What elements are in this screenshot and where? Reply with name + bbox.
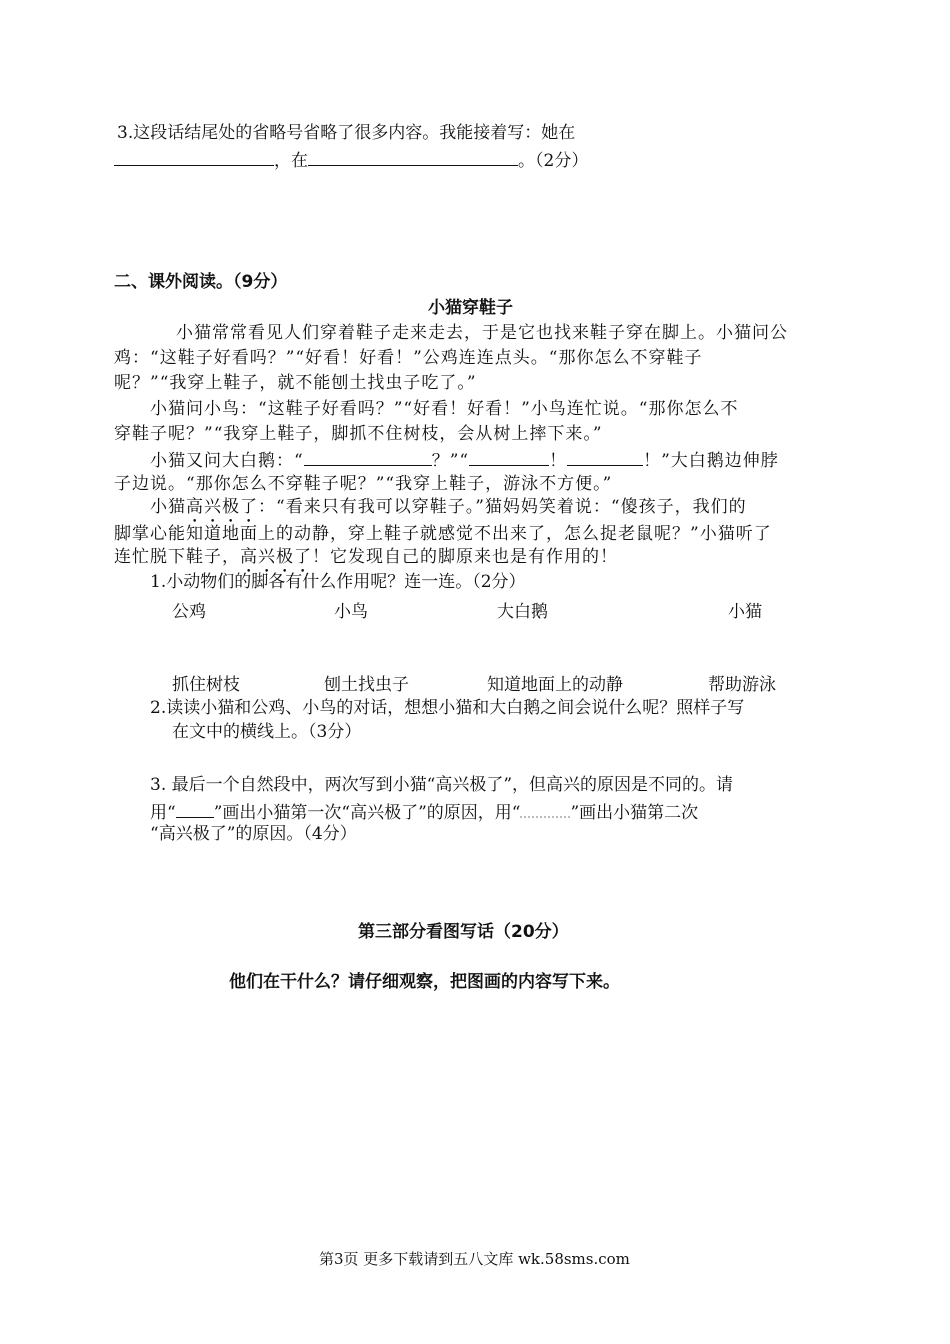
part3-prompt: 他们在干什么？请仔细观察，把图画的内容写下来。 [229, 972, 620, 992]
emphasis-mark-2: 高兴极了 [240, 547, 312, 567]
use-grab-branch[interactable]: 抓住树枝 [172, 675, 240, 695]
dialogue-blank-1[interactable] [304, 447, 432, 466]
story-p3-l2: 子边说。“那你怎么不穿鞋子呢？”“我穿上鞋子，游泳不方便。” [114, 474, 613, 494]
answer-blank-2[interactable] [308, 147, 518, 166]
q3-prompt: 3.这段话结尾处的省略号省略了很多内容。我能接着写：她在 [117, 123, 576, 143]
story-p4-l1: 小猫高兴极了：“看来只有我可以穿鞋子。”猫妈妈笑着说：“傻孩子，我们的 [150, 497, 747, 517]
story-p1-l3: 呢？”“我穿上鞋子，就不能刨土找虫子吃了。” [114, 373, 477, 393]
story-p1-l1: 小猫常常看见人们穿着鞋子走来走去，于是它也找来鞋子穿在脚上。小猫问公 [176, 323, 788, 343]
story-p4-l3: 连忙脱下鞋子，高兴极了！它发现自己的脚原来也是有作用的！ [114, 547, 618, 567]
question-3-l2: 用“ ”画出小猫第一次“高兴极了”的原因，用“ ”画出小猫第二次 [150, 798, 698, 825]
animal-bird[interactable]: 小鸟 [334, 602, 368, 622]
part3-heading: 第三部分看图写话（20分） [358, 922, 569, 942]
wavy-line-sample [520, 798, 570, 818]
question-1: 1.小动物们的脚各有什么作用呢？连一连。（2分） [150, 572, 526, 592]
dialogue-blank-2[interactable] [469, 447, 549, 466]
story-p4-l2: 脚掌心能知道地面上的动静，穿上鞋子就感觉不出来了，怎么捉老鼠呢？”小猫听了 [114, 524, 772, 544]
story-p1-l2: 鸡：“这鞋子好看吗？”“好看！好看！”公鸡连连点头。“那你怎么不穿鞋子 [114, 348, 703, 368]
section2-heading: 二、课外阅读。（9分） [114, 272, 288, 292]
use-sense-ground[interactable]: 知道地面上的动静 [487, 675, 623, 695]
emphasis-mark-1: 高兴极了 [186, 497, 258, 517]
story-p2-l2: 穿鞋子呢？”“我穿上鞋子，脚抓不住树枝，会从树上摔下来。” [114, 424, 603, 444]
answer-blank-1[interactable] [114, 147, 274, 166]
q3-answer-line: ，在 。（2分） [114, 147, 588, 173]
question-3-l3: “高兴极了”的原因。（4分） [150, 824, 357, 844]
underline-sample [176, 799, 214, 818]
page-footer: 第3页 更多下载请到五八文库 wk.58sms.com [319, 1250, 630, 1268]
question-3-l1: 3. 最后一个自然段中，两次写到小猫“高兴极了”，但高兴的原因是不同的。请 [150, 775, 734, 795]
animal-cat[interactable]: 小猫 [728, 602, 762, 622]
story-title: 小猫穿鞋子 [428, 298, 513, 318]
question-2-l2: 在文中的横线上。（3分） [172, 722, 362, 742]
animal-rooster[interactable]: 公鸡 [172, 602, 206, 622]
dialogue-blank-3[interactable] [567, 447, 643, 466]
use-swim[interactable]: 帮助游泳 [708, 675, 776, 695]
use-dig-soil[interactable]: 刨土找虫子 [324, 675, 409, 695]
story-p2-l1: 小猫问小鸟：“这鞋子好看吗？”“好看！好看！”小鸟连忙说。“那你怎么不 [150, 399, 739, 419]
animal-goose[interactable]: 大白鹅 [497, 602, 548, 622]
question-2-l1: 2.读读小猫和公鸡、小鸟的对话，想想小猫和大白鹅之间会说什么呢？照样子写 [150, 698, 745, 718]
story-p3-l1: 小猫又问大白鹅：“ ？”“ ！ ！”大白鹅边伸脖 [150, 447, 779, 473]
